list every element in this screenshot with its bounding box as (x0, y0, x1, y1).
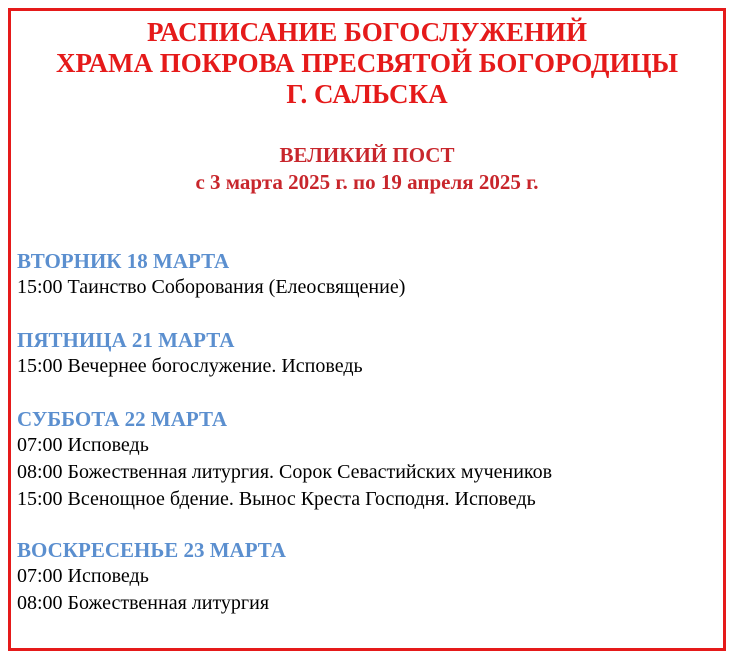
service-entry: 15:00 Таинство Соборования (Елеосвящение) (17, 276, 406, 298)
day-title: ВТОРНИК 18 МАРТА (17, 249, 230, 273)
header-title-line-1: РАСПИСАНИЕ БОГОСЛУЖЕНИЙ (146, 17, 588, 47)
header-title-line-3: Г. САЛЬСКА (286, 79, 448, 109)
day-title: ВОСКРЕСЕНЬЕ 23 МАРТА (17, 538, 286, 562)
header (11, 17, 723, 110)
period-title: ВЕЛИКИЙ ПОСТ (279, 143, 455, 167)
schedule-list (17, 248, 717, 643)
service-entry: 15:00 Всенощное бдение. Вынос Креста Господня. Исповедь (17, 488, 536, 510)
service-entry: 15:00 Вечернее богослужение. Исповедь (17, 355, 363, 377)
schedule-frame (8, 8, 726, 651)
day-title: СУББОТА 22 МАРТА (17, 407, 228, 431)
service-entry: 07:00 Исповедь (17, 565, 149, 587)
day-section (17, 537, 717, 617)
service-entry: 08:00 Божественная литургия. Сорок Севастийских мучеников (17, 461, 553, 483)
period-dates: с 3 марта 2025 г. по 19 апреля 2025 г. (195, 170, 539, 194)
period (11, 142, 723, 196)
day-title: ПЯТНИЦА 21 МАРТА (17, 328, 235, 352)
service-entry: 07:00 Исповедь (17, 434, 149, 456)
header-title-line-2: ХРАМА ПОКРОВА ПРЕСВЯТОЙ БОГОРОДИЦЫ (55, 48, 679, 78)
day-section (17, 327, 717, 380)
day-section (17, 406, 717, 513)
day-section (17, 248, 717, 301)
service-entry: 08:00 Божественная литургия (17, 592, 270, 614)
